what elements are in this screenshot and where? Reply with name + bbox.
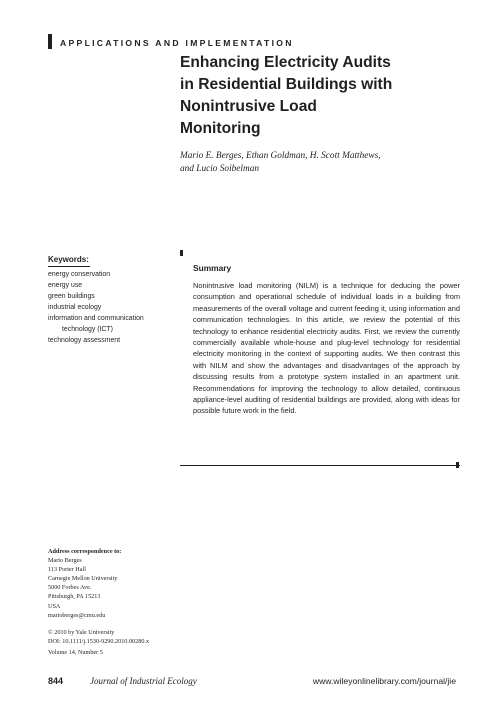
doi-line: DOI: 10.1111/j.1530-9290.2010.00280.x (48, 638, 150, 645)
authors-line: Mario E. Berges, Ethan Goldman, H. Scott Matthews, (180, 151, 381, 161)
page-number: 844 (48, 676, 64, 686)
keywords-list (48, 269, 176, 346)
address-line: Pittsburgh, PA 15213 (48, 593, 101, 601)
article-title (180, 52, 480, 140)
keyword-item: energy use (48, 282, 83, 289)
copyright-block (48, 628, 238, 646)
keywords-rule (48, 266, 90, 267)
summary-bracket-rule (180, 465, 460, 466)
keyword-item: industrial ecology (48, 304, 102, 311)
address-line: Carnegie Mellon University (48, 575, 118, 583)
section-marker-bar (48, 34, 52, 49)
summary-bracket-bottom (456, 462, 459, 468)
volume-info: Volume 14, Number 5 (48, 649, 103, 656)
section-label: APPLICATIONS AND IMPLEMENTATION (60, 38, 294, 48)
address-line: 5000 Forbes Ave. (48, 584, 92, 592)
keyword-item: green buildings (48, 293, 95, 300)
correspondence-address (48, 547, 218, 620)
address-heading: Address correspondence to: (48, 548, 122, 555)
authors-line: and Lucio Soibelman (180, 164, 260, 174)
summary-heading: Summary (193, 263, 232, 273)
title-line: Nonintrusive Load (180, 98, 317, 115)
address-line: Mario Berges (48, 557, 82, 565)
summary-text: Nonintrusive load monitoring (NILM) is a technique for deducing the power consumption and operational schedule of individual loads in a building from measurements of the overall voltage and current feeding it, using information and communication technologies. In this article, we review the potential of this technology to enhance residential electricity audits. First, we review the currently commercially available whole-house and plug-level technology for residential electricity monitoring in the context of supporting audits. We then contrast this with NILM and show the advantages and disadvantages of the approach by discussing results from a prototype system installed in an apartment unit. Recommendations for improving the technology to allow detailed, continuous appliance-level auditing of residential buildings are provided, along with ideas for possible future work in the field. (193, 281, 460, 416)
copyright-line: © 2010 by Yale University (48, 629, 115, 636)
journal-name: Journal of Industrial Ecology (90, 676, 197, 686)
address-line: USA (48, 602, 61, 610)
title-line: Enhancing Electricity Audits (180, 54, 391, 71)
author-list (180, 150, 480, 176)
keyword-item: information and communication technology (ICT) (48, 315, 144, 333)
keywords-heading: Keywords: (48, 255, 89, 264)
keyword-item: energy conservation (48, 271, 111, 278)
address-email[interactable]: marioberges@cmu.edu (48, 611, 106, 619)
summary-bracket-top (180, 250, 183, 256)
address-line: 113 Porter Hall (48, 566, 86, 574)
title-line: in Residential Buildings with (180, 76, 393, 93)
title-line: Monitoring (180, 120, 261, 137)
keyword-item: technology assessment (48, 337, 121, 344)
journal-url-link[interactable]: www.wileyonlinelibrary.com/journal/jie (312, 676, 456, 686)
